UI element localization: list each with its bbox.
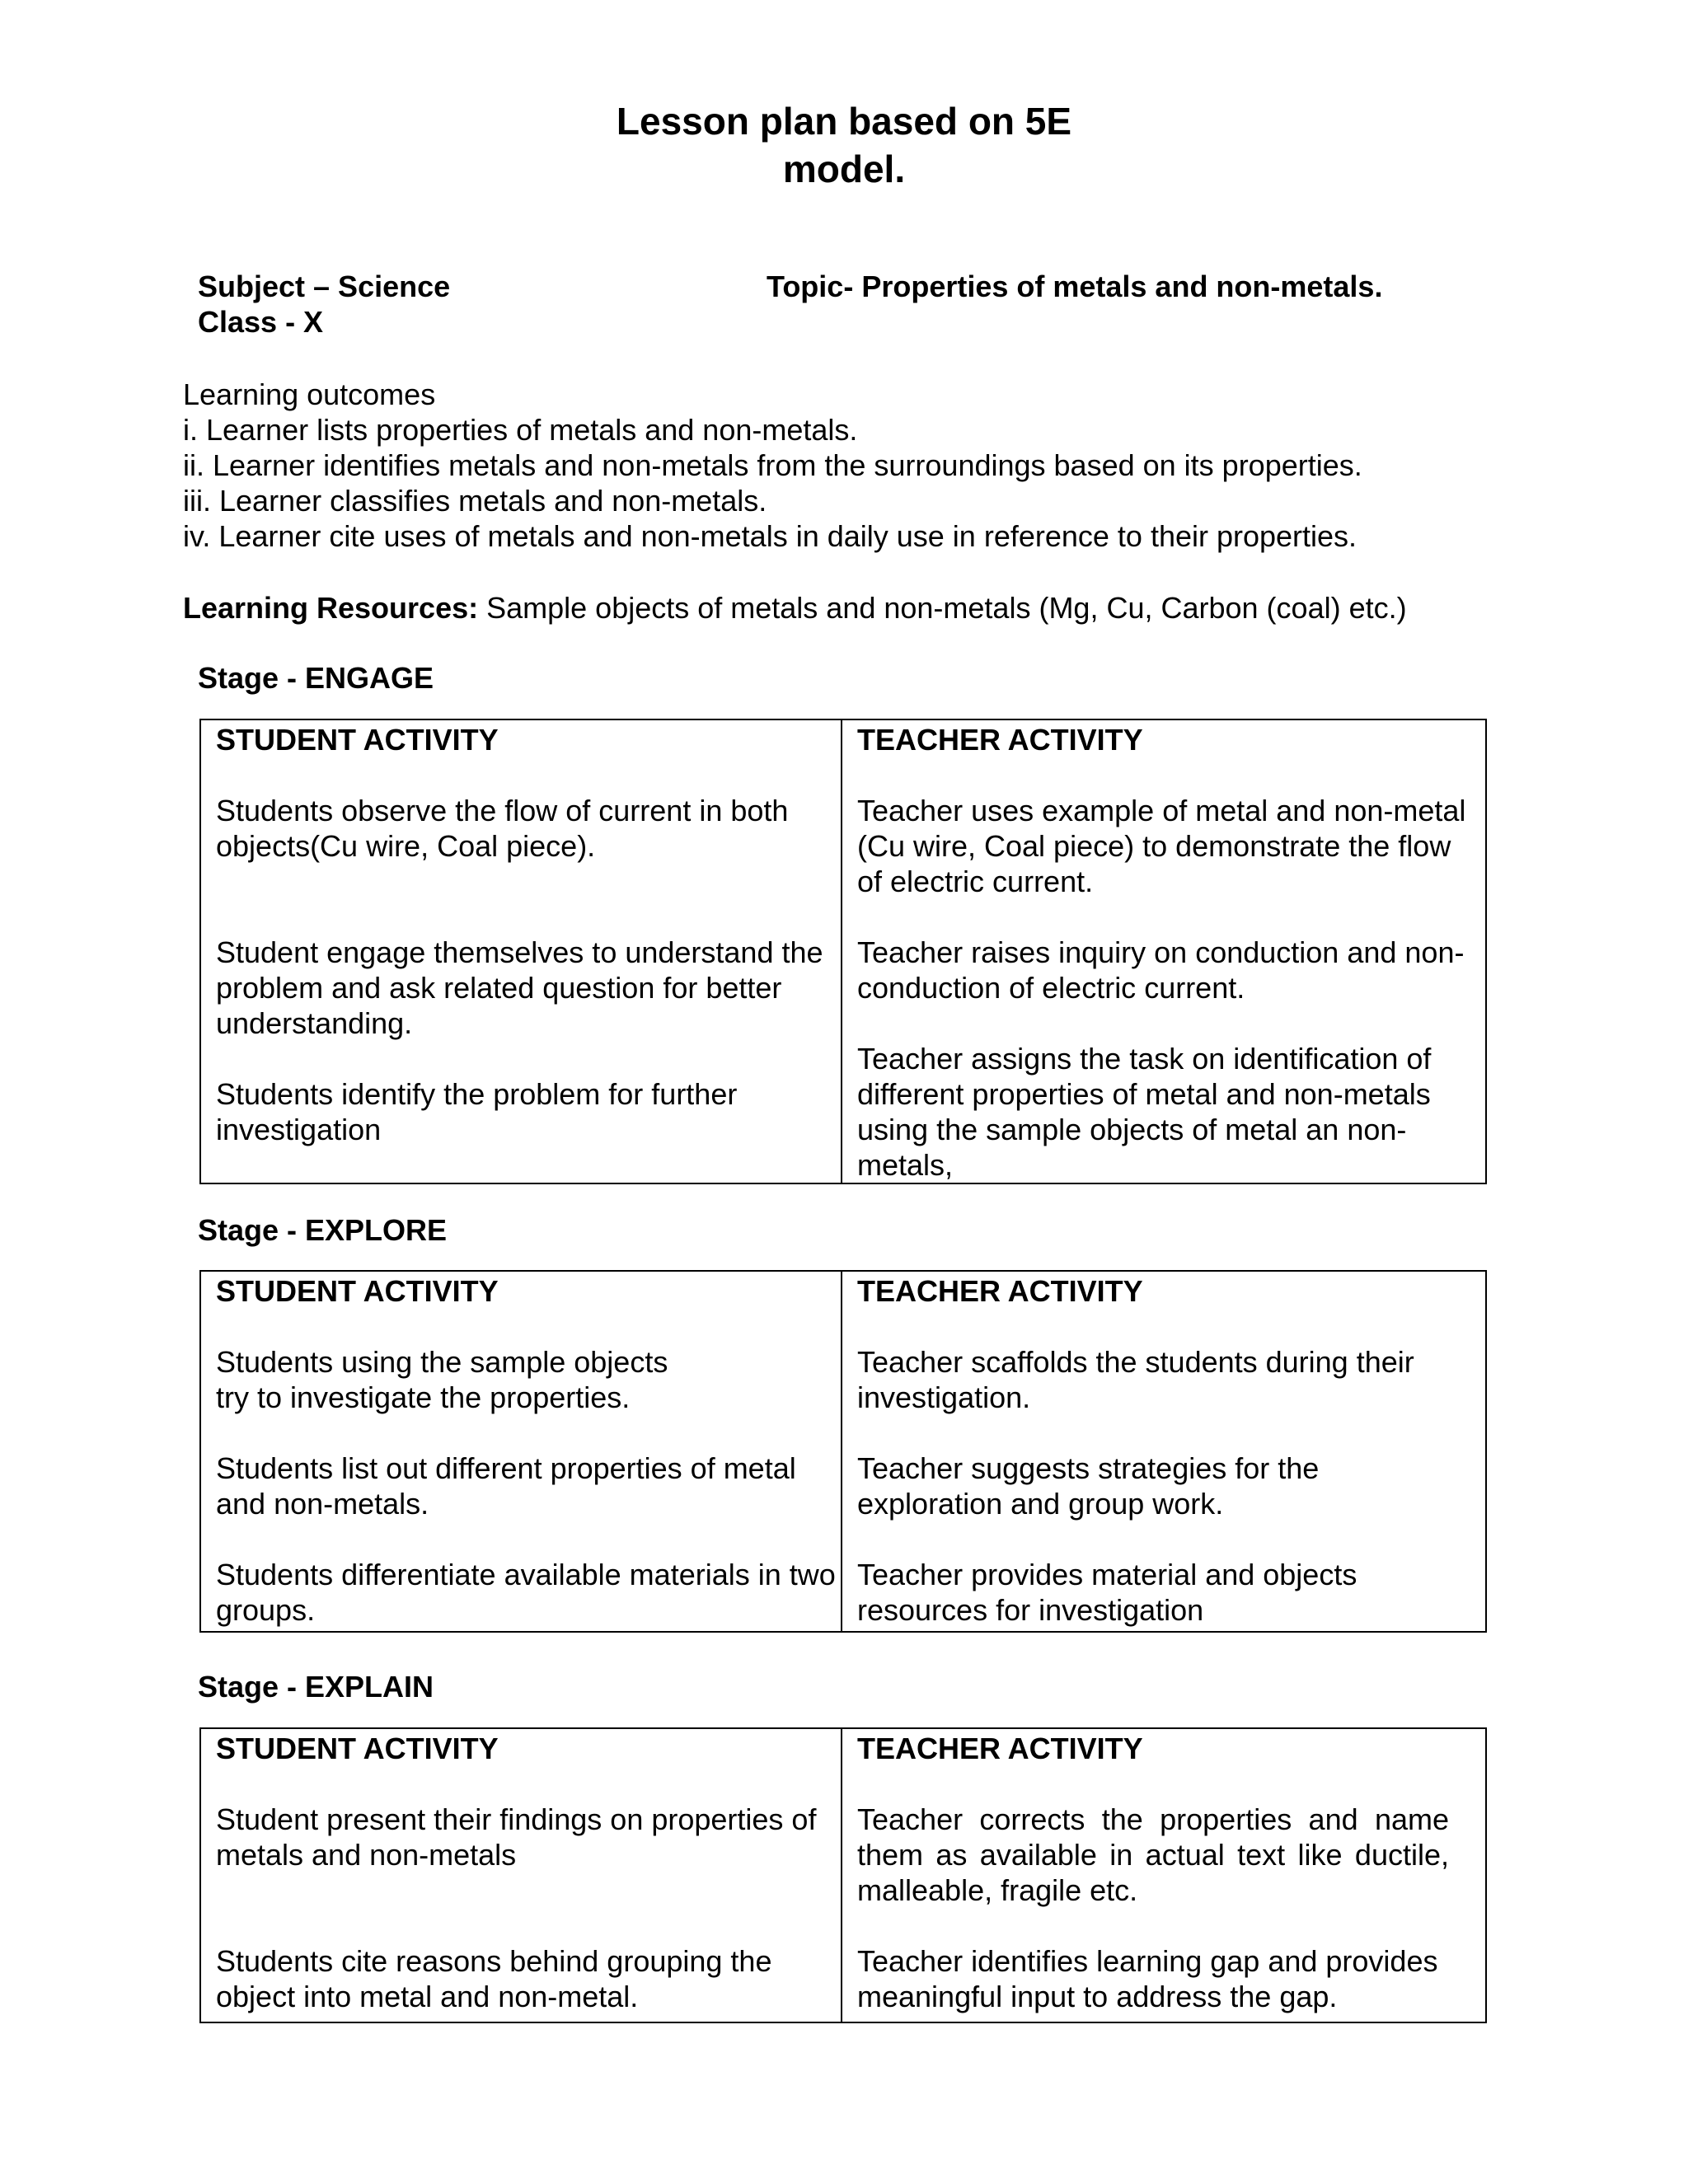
student-activity-cell [200,719,842,1183]
learning-outcome-item: iv. Learner cite uses of metals and non-metals in daily use in reference to their properties. [183,519,1357,553]
stage-explain-heading: Stage - EXPLAIN [198,1670,434,1704]
page-title-line-2: model. [782,148,906,190]
teacher-activity-item: Teacher suggests strategies for the exploration and group work. [857,1451,1320,1521]
teacher-activity-item: Teacher raises inquiry on conduction and non-conduction of electric current. [857,935,1465,1005]
student-activity-header: STUDENT ACTIVITY [216,1274,499,1308]
learning-resources-label: Learning Resources: [183,591,479,625]
teacher-activity-header: TEACHER ACTIVITY [857,723,1143,757]
learning-outcomes-heading: Learning outcomes [183,377,436,411]
learning-outcomes [183,377,1362,554]
student-activity-item: Students observe the flow of current in both objects(Cu wire, Coal piece). [216,794,789,863]
learning-resources [183,590,1407,626]
stage-engage-table [199,719,1487,1184]
learning-outcome-item: iii. Learner classifies metals and non-metals. [183,484,767,518]
student-activity-item: Student present their findings on properties of metals and non-metals [216,1802,817,1872]
teacher-activity-item: Teacher scaffolds the students during their investigation. [857,1345,1414,1414]
teacher-activity-cell [842,1728,1486,2022]
teacher-activity-item: Teacher assigns the task on identification of different properties of metal and non-metals using the sample objects of metal an non-metals, [857,1042,1432,1182]
class-label: Class - X [198,305,324,339]
student-activity-item: Students differentiate available materials in two groups. [216,1558,836,1627]
topic-label: Topic- Properties of metals and non-metals. [767,269,1383,303]
stage-explain-table [199,1727,1487,2023]
teacher-activity-cell [842,1271,1486,1632]
student-activity-header: STUDENT ACTIVITY [216,1732,499,1765]
teacher-activity-cell [842,719,1486,1183]
student-activity-item: Students using the sample objects try to investigate the properties. [216,1345,668,1414]
student-activity-item: Students identify the problem for further investigation [216,1077,738,1146]
stage-explore-table [199,1270,1487,1633]
teacher-activity-header: TEACHER ACTIVITY [857,1732,1143,1765]
page-title-line-1: Lesson plan based on 5E [616,100,1072,143]
teacher-activity-item: Teacher uses example of metal and non-metal (Cu wire, Coal piece) to demonstrate the flow of electric current. [857,794,1466,898]
teacher-activity-header: TEACHER ACTIVITY [857,1274,1143,1308]
learning-resources-text: Sample objects of metals and non-metals (Mg, Cu, Carbon (coal) etc.) [478,591,1407,625]
subject-label: Subject – Science [198,269,451,303]
student-activity-cell [200,1271,842,1632]
student-activity-cell [200,1728,842,2022]
student-activity-item: Students list out different properties of metal and non-metals. [216,1451,796,1521]
student-activity-header: STUDENT ACTIVITY [216,723,499,757]
teacher-activity-item: Teacher corrects the properties and name them as available in actual text like ductile, malleable, fragile etc. [857,1802,1449,1907]
learning-outcome-item: i. Learner lists properties of metals and non-metals. [183,413,858,447]
page-title [0,97,1688,193]
student-activity-item: Students cite reasons behind grouping the object into metal and non-metal. [216,1944,772,2013]
stage-engage-heading: Stage - ENGAGE [198,661,434,695]
learning-outcome-item: ii. Learner identifies metals and non-metals from the surroundings based on its properties. [183,448,1362,482]
stage-explore-heading: Stage - EXPLORE [198,1213,448,1247]
teacher-activity-item: Teacher provides material and objects resources for investigation [857,1558,1357,1627]
teacher-activity-item: Teacher identifies learning gap and provides meaningful input to address the gap. [857,1944,1438,2013]
student-activity-item: Student engage themselves to understand the problem and ask related question for better understanding. [216,935,823,1040]
